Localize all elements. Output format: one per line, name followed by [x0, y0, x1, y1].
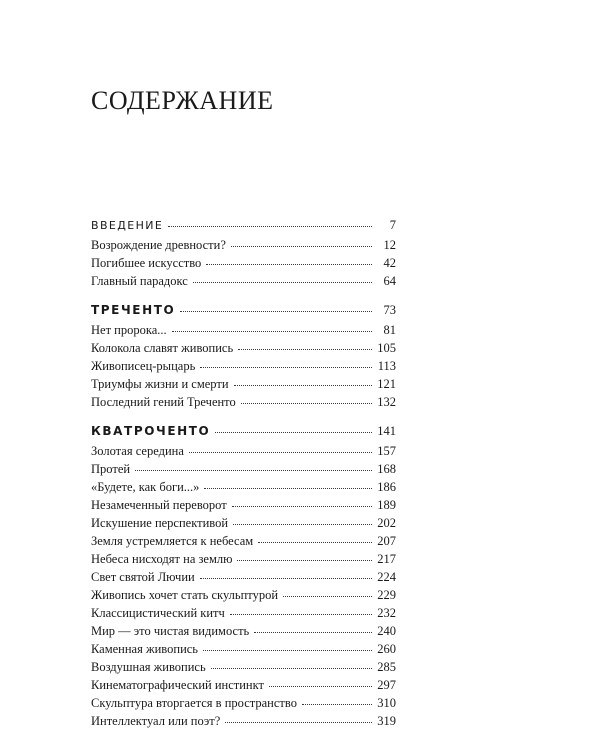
toc-section-heading[interactable] — [91, 214, 396, 236]
toc-entry[interactable] — [91, 496, 396, 514]
toc-page-number: 285 — [377, 660, 396, 674]
toc-entry[interactable] — [91, 586, 396, 604]
dot-leader — [302, 694, 372, 705]
toc-entry[interactable] — [91, 254, 396, 272]
toc-section-heading[interactable] — [91, 420, 396, 442]
toc-page-number: 12 — [383, 238, 396, 252]
toc-entry-label: Интеллектуал или поэт? — [91, 714, 221, 728]
toc-section-trecento — [91, 299, 396, 411]
toc-entry[interactable] — [91, 460, 396, 478]
toc-entry[interactable] — [91, 393, 396, 411]
dot-leader — [238, 339, 372, 350]
toc-entry[interactable] — [91, 272, 396, 290]
dot-leader — [203, 640, 372, 651]
toc-entry-label: Колокола славят живопись — [91, 341, 234, 355]
toc-entry-label: Кинематографический инстинкт — [91, 678, 264, 692]
toc-entry-label: Свет святой Лючии — [91, 570, 195, 584]
dot-leader — [172, 321, 372, 332]
dot-leader — [233, 514, 372, 525]
toc-entry-label: Золотая середина — [91, 444, 184, 458]
toc-entry[interactable] — [91, 514, 396, 532]
toc-entry[interactable] — [91, 676, 396, 694]
toc-entry[interactable] — [91, 236, 396, 254]
toc-page-number: 186 — [377, 480, 396, 494]
dot-leader — [168, 216, 372, 227]
dot-leader — [200, 568, 372, 579]
toc-entry-label: Протей — [91, 462, 131, 476]
toc-page-number: 207 — [377, 534, 396, 548]
toc-entry[interactable] — [91, 568, 396, 586]
toc-entry-label: Нет пророка... — [91, 323, 167, 337]
toc-entry-label: Мир — это чистая видимость — [91, 624, 250, 638]
toc-entry[interactable] — [91, 550, 396, 568]
toc-page-number: 229 — [377, 588, 396, 602]
dot-leader — [231, 236, 372, 247]
toc-page-number: 73 — [383, 303, 396, 317]
toc-page-number: 310 — [377, 696, 396, 710]
toc-entry[interactable] — [91, 532, 396, 550]
toc-entry-label: Классицистический китч — [91, 606, 225, 620]
toc-page-number: 260 — [377, 642, 396, 656]
dot-leader — [254, 622, 372, 633]
toc-entry-label: Скульптура вторгается в пространство — [91, 696, 297, 710]
toc-page-number: 105 — [377, 341, 396, 355]
dot-leader — [206, 254, 372, 265]
toc-entry-label: Земля устремляется к небесам — [91, 534, 254, 548]
toc-entry[interactable] — [91, 658, 396, 676]
dot-leader — [193, 272, 372, 283]
toc-page-number: 319 — [377, 714, 396, 728]
dot-leader — [241, 393, 372, 404]
table-of-contents — [91, 214, 396, 730]
toc-section-quattrocento — [91, 420, 396, 730]
toc-page-number: 81 — [383, 323, 396, 337]
toc-page-number: 7 — [389, 218, 396, 232]
toc-entry-label: Искушение перспективой — [91, 516, 229, 530]
toc-page-number: 189 — [377, 498, 396, 512]
toc-entry-label: Живопись хочет стать скульптурой — [91, 588, 279, 602]
toc-entry-label: Последний гений Треченто — [91, 395, 236, 409]
dot-leader — [215, 422, 372, 433]
dot-leader — [269, 676, 372, 687]
dot-leader — [180, 301, 372, 312]
toc-entry-label: Погибшее искусство — [91, 256, 202, 270]
toc-entry[interactable] — [91, 357, 396, 375]
toc-heading-label: КВАТРОЧЕНТО — [91, 424, 211, 438]
toc-page-number: 217 — [377, 552, 396, 566]
toc-entry[interactable] — [91, 640, 396, 658]
dot-leader — [258, 532, 372, 543]
dot-leader — [230, 604, 372, 615]
toc-heading-label: ВВЕДЕНИЕ — [91, 219, 164, 232]
toc-entry[interactable] — [91, 339, 396, 357]
dot-leader — [234, 375, 372, 386]
toc-entry[interactable] — [91, 694, 396, 712]
dot-leader — [135, 460, 372, 471]
toc-heading-label: ТРЕЧЕНТО — [91, 303, 176, 317]
toc-page-number: 132 — [377, 395, 396, 409]
toc-page-number: 232 — [377, 606, 396, 620]
toc-page-number: 297 — [377, 678, 396, 692]
dot-leader — [237, 550, 372, 561]
toc-entry[interactable] — [91, 321, 396, 339]
toc-page-number: 121 — [377, 377, 396, 391]
toc-entry[interactable] — [91, 604, 396, 622]
toc-entry[interactable] — [91, 375, 396, 393]
toc-section-introduction — [91, 214, 396, 290]
toc-entry-label: Главный парадокс — [91, 274, 188, 288]
toc-entry-label: Небеса нисходят на землю — [91, 552, 233, 566]
toc-entry-label: Живописец-рыцарь — [91, 359, 196, 373]
dot-leader — [200, 357, 372, 368]
toc-page-number: 202 — [377, 516, 396, 530]
dot-leader — [189, 442, 372, 453]
toc-page-number: 141 — [377, 424, 396, 438]
dot-leader — [283, 586, 372, 597]
toc-entry-label: Каменная живопись — [91, 642, 199, 656]
dot-leader — [225, 712, 372, 723]
toc-page-number: 64 — [383, 274, 396, 288]
toc-entry-label: Незамеченный переворот — [91, 498, 227, 512]
toc-entry-label: Возрождение древности? — [91, 238, 226, 252]
toc-entry-label: Триумфы жизни и смерти — [91, 377, 229, 391]
toc-entry[interactable] — [91, 478, 396, 496]
toc-entry[interactable] — [91, 442, 396, 460]
toc-entry[interactable] — [91, 712, 396, 730]
toc-page-number: 224 — [377, 570, 396, 584]
toc-page-number: 113 — [377, 359, 396, 373]
page-title: СОДЕРЖАНИЕ — [91, 86, 274, 115]
toc-entry-label: «Будете, как боги...» — [91, 480, 200, 494]
toc-section-heading[interactable] — [91, 299, 396, 321]
toc-page-number: 157 — [377, 444, 396, 458]
toc-entry[interactable] — [91, 622, 396, 640]
dot-leader — [232, 496, 372, 507]
dot-leader — [204, 478, 372, 489]
dot-leader — [211, 658, 372, 669]
toc-page-number: 240 — [377, 624, 396, 638]
toc-entry-label: Воздушная живопись — [91, 660, 206, 674]
toc-page-number: 168 — [377, 462, 396, 476]
toc-page-number: 42 — [383, 256, 396, 270]
